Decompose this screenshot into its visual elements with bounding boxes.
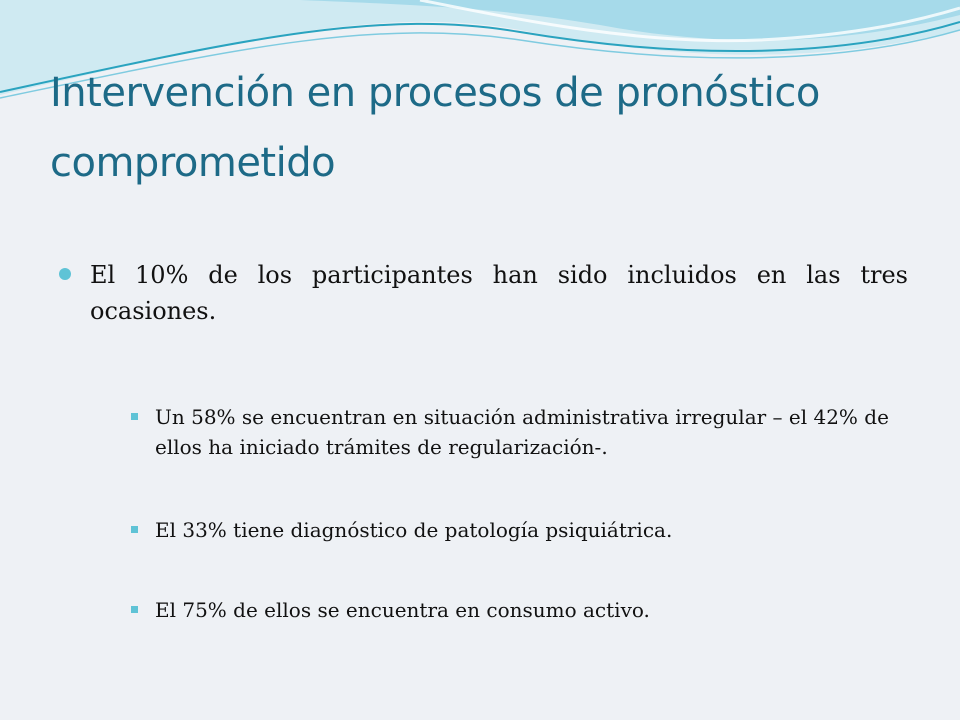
sub-bullet-3: El 75% de ellos se encuentra en consumo activo. xyxy=(155,598,650,622)
bullet-dot-icon xyxy=(59,268,71,280)
sub-bullet-2: El 33% tiene diagnóstico de patología psiquiátrica. xyxy=(155,518,673,542)
sub-bullet-1: Un 58% se encuentran en situación administrativa irregular – el 42% de ellos ha iniciado trámites de regularización-. xyxy=(155,405,889,459)
slide-title: Intervención en procesos de pronóstico comprometido xyxy=(50,70,820,186)
square-bullet-icon xyxy=(131,526,138,533)
main-bullet-text: El 10% de los participantes han sido incluidos en las tres ocasiones. xyxy=(90,261,908,325)
square-bullet-icon xyxy=(131,606,138,613)
square-bullet-icon xyxy=(131,413,138,420)
